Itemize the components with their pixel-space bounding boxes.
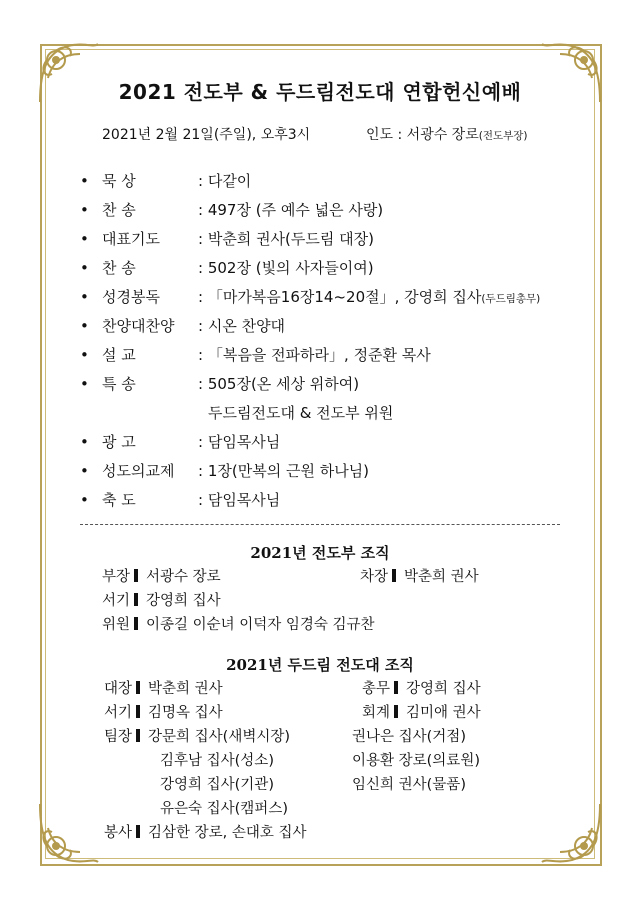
org-member: 김미애 권사 <box>406 705 481 721</box>
order-label: 특 송 <box>102 375 136 393</box>
org-member: 이종길 이순녀 이덕자 임경숙 김규찬 <box>146 617 375 633</box>
order-item: • 성도의교제 : 1장(만복의 근원 하나님) <box>80 459 369 483</box>
order-label: 묵 상 <box>102 172 136 190</box>
org-member: 강영희 집사 <box>406 681 481 697</box>
order-label: 성도의교제 <box>102 462 175 480</box>
org-member: 강문희 집사(새벽시장) <box>148 729 291 745</box>
order-value: 505장(온 세상 위하여) <box>207 375 360 393</box>
service-leader-note: (전도부장) <box>478 130 528 142</box>
service-date: 2021년 2월 21일(주일), 오후3시 <box>102 127 311 143</box>
order-value: 497장 (주 예수 넓은 사랑) <box>207 201 384 219</box>
order-item: • 광 고 : 담임목사님 <box>80 430 280 454</box>
org-member: 박춘희 권사 <box>404 569 479 585</box>
corner-ornament-icon <box>536 798 606 868</box>
section-divider <box>80 524 560 525</box>
org-member: 이용환 장로(의료원) <box>352 753 480 769</box>
order-value: 「복음을 전파하라」, 정준환 목사 <box>207 346 431 364</box>
order-label: 광 고 <box>102 433 136 451</box>
org-row <box>360 566 479 588</box>
order-label: 찬 송 <box>102 201 136 219</box>
org-row <box>102 614 375 636</box>
order-item: • 묵 상 : 다같이 <box>80 169 251 193</box>
order-item: • 찬 송 : 502장 (빛의 사자들이여) <box>80 256 374 280</box>
org-member: 권나은 집사(거점) <box>352 729 466 745</box>
org-row <box>102 590 221 612</box>
order-value: 담임목사님 <box>207 433 281 451</box>
org-role: 팀장 <box>104 729 133 745</box>
org-role: 서기 <box>102 593 131 609</box>
org-row <box>104 822 307 844</box>
order-item: • 축 도 : 담임목사님 <box>80 488 280 512</box>
order-label: 찬 송 <box>102 259 136 277</box>
service-leader-label: 인도 : 서광수 장로 <box>366 127 479 143</box>
org-role: 대장 <box>104 681 133 697</box>
org-role: 부장 <box>102 569 131 585</box>
order-label: 성경봉독 <box>102 288 160 306</box>
order-value: 박춘희 권사(두드림 대장) <box>207 230 374 248</box>
order-value-line2: 두드림전도대 & 전도부 위원 <box>208 404 394 422</box>
order-item: • 성경봉독 : 「마가복음16장14~20절」, 강영희 집사(두드림총무) <box>80 285 540 309</box>
org-row <box>104 702 223 724</box>
org-row <box>104 678 223 700</box>
order-item: • 찬 송 : 497장 (주 예수 넓은 사랑) <box>80 198 383 222</box>
org-role: 총무 <box>362 681 391 697</box>
org-member: 김명옥 집사 <box>148 705 223 721</box>
order-label: 설 교 <box>102 346 136 364</box>
order-value: 502장 (빛의 사자들이여) <box>207 259 374 277</box>
page-title: 2021 전도부 & 두드림전도대 연합헌신예배 <box>118 80 522 104</box>
order-item: • 찬양대찬양 : 시온 찬양대 <box>80 314 285 338</box>
team-org-title: 2021년 두드림 전도대 조직 <box>226 656 414 674</box>
order-note: (두드림총무) <box>481 293 541 305</box>
service-leader <box>366 124 528 144</box>
mission-org-title: 2021년 전도부 조직 <box>250 544 390 562</box>
org-member: 임신희 권사(물품) <box>352 777 466 793</box>
org-member: 강영희 집사 <box>146 593 221 609</box>
org-row <box>104 726 290 748</box>
corner-ornament-icon <box>34 798 104 868</box>
org-member: 서광수 장로 <box>146 569 221 585</box>
order-item: • 설 교 : 「복음을 전파하라」, 정준환 목사 <box>80 343 431 367</box>
org-role: 서기 <box>104 705 133 721</box>
org-row <box>362 702 481 724</box>
org-role: 차장 <box>360 569 389 585</box>
org-member: 김후남 집사(성소) <box>160 753 274 769</box>
org-member: 강영희 집사(기관) <box>160 777 274 793</box>
org-role: 위원 <box>102 617 131 633</box>
order-label: 축 도 <box>102 491 136 509</box>
order-value: 1장(만복의 근원 하나님) <box>207 462 370 480</box>
org-member: 김삼한 장로, 손대호 집사 <box>148 825 307 841</box>
org-row <box>362 678 481 700</box>
order-item: • 특 송 : 505장(온 세상 위하여) <box>80 372 359 396</box>
order-value: 다같이 <box>207 172 252 190</box>
order-value: 「마가복음16장14~20절」, 강영희 집사 <box>207 288 482 306</box>
org-member: 박춘희 권사 <box>148 681 223 697</box>
order-label: 대표기도 <box>102 230 160 248</box>
order-item: • 대표기도 : 박춘희 권사(두드림 대장) <box>80 227 374 251</box>
org-row <box>102 566 221 588</box>
org-member: 유은숙 집사(캠퍼스) <box>160 801 288 817</box>
order-value: 담임목사님 <box>207 491 281 509</box>
order-value: 시온 찬양대 <box>207 317 286 335</box>
order-label: 찬양대찬양 <box>102 317 175 335</box>
org-role: 봉사 <box>104 825 133 841</box>
org-role: 회계 <box>362 705 391 721</box>
